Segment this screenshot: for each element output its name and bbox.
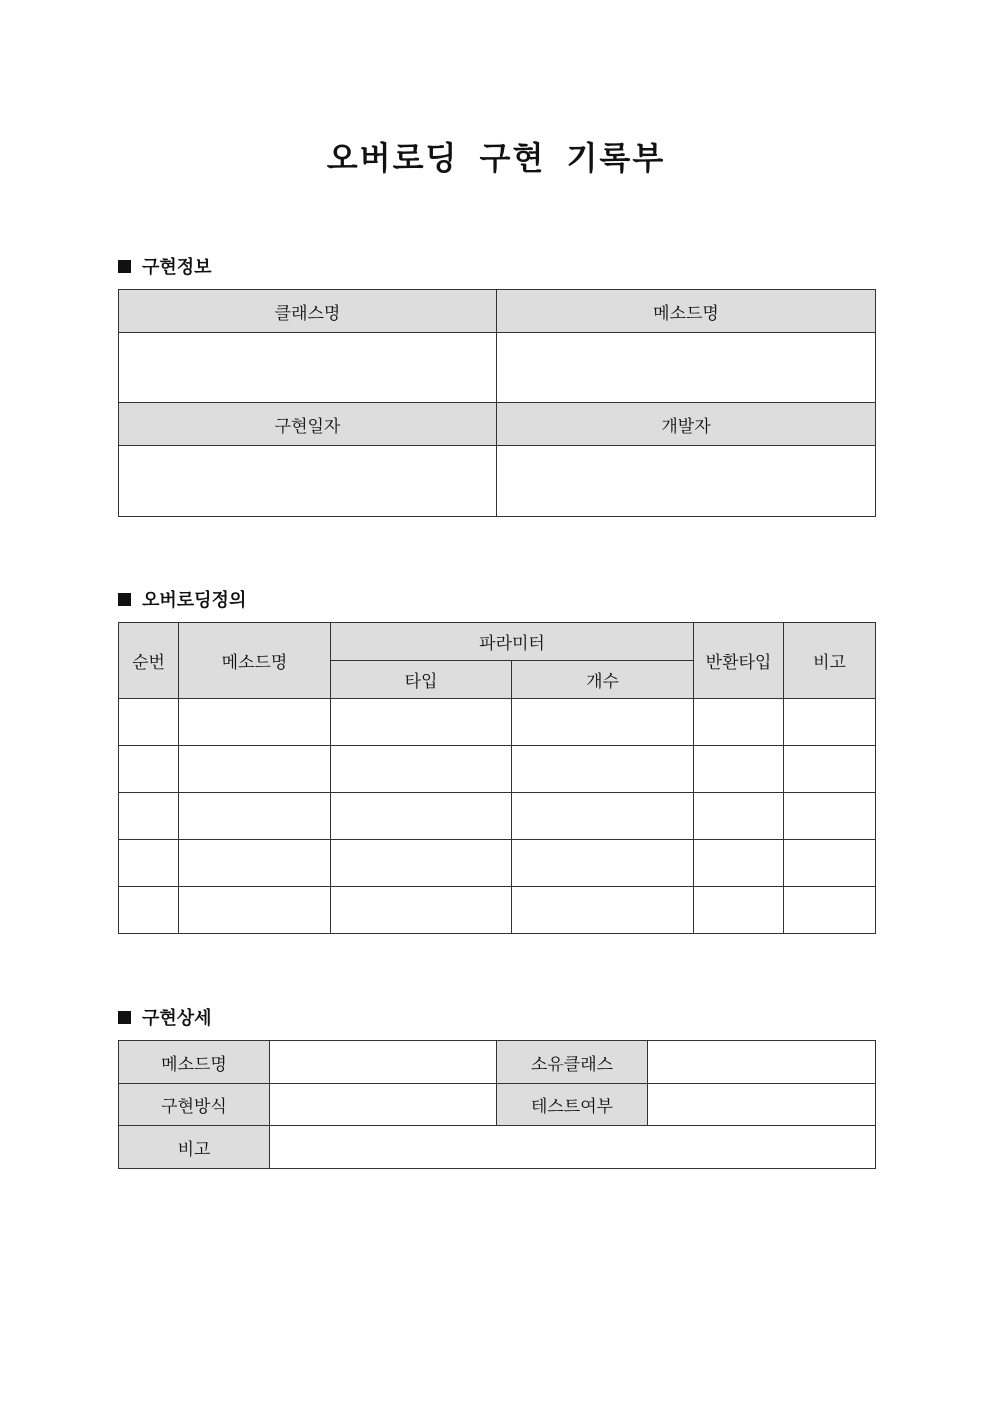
row-param-type-cell[interactable] bbox=[331, 699, 512, 746]
col-header-method-name: 메소드명 bbox=[179, 623, 331, 699]
info-section-heading bbox=[118, 253, 212, 279]
row-param-count-cell[interactable] bbox=[512, 840, 694, 887]
test-status-label: 테스트여부 bbox=[497, 1084, 648, 1126]
page-title: 오버로딩 구현 기록부 bbox=[326, 139, 666, 177]
detail-note-field[interactable] bbox=[270, 1126, 876, 1169]
owner-class-label: 소유클래스 bbox=[497, 1041, 648, 1084]
impl-method-field[interactable] bbox=[270, 1084, 497, 1126]
row-return-type-cell[interactable] bbox=[694, 793, 784, 840]
test-status-field[interactable] bbox=[648, 1084, 876, 1126]
row-method-name-cell[interactable] bbox=[179, 793, 331, 840]
class-name-label: 클래스명 bbox=[119, 290, 497, 333]
col-header-parameter: 파라미터 bbox=[331, 623, 694, 661]
owner-class-field[interactable] bbox=[648, 1041, 876, 1084]
row-method-name-cell[interactable] bbox=[179, 699, 331, 746]
row-param-count-cell[interactable] bbox=[512, 746, 694, 793]
table-row bbox=[119, 840, 876, 887]
col-header-return-type: 반환타입 bbox=[694, 623, 784, 699]
square-bullet-icon bbox=[118, 260, 131, 273]
row-no-cell[interactable] bbox=[119, 699, 179, 746]
class-name-field[interactable] bbox=[119, 333, 497, 403]
impl-date-field[interactable] bbox=[119, 446, 497, 517]
definition-section-title: 오버로딩정의 bbox=[142, 590, 247, 611]
row-note-cell[interactable] bbox=[784, 793, 876, 840]
row-param-type-cell[interactable] bbox=[331, 887, 512, 934]
detail-section-title: 구현상세 bbox=[142, 1008, 212, 1029]
row-return-type-cell[interactable] bbox=[694, 699, 784, 746]
detail-method-name-field[interactable] bbox=[270, 1041, 497, 1084]
table-row bbox=[119, 746, 876, 793]
row-return-type-cell[interactable] bbox=[694, 887, 784, 934]
detail-section-heading bbox=[118, 1004, 212, 1030]
info-table bbox=[118, 289, 876, 517]
impl-method-label: 구현방식 bbox=[119, 1084, 270, 1126]
row-method-name-cell[interactable] bbox=[179, 746, 331, 793]
row-no-cell[interactable] bbox=[119, 746, 179, 793]
detail-note-label: 비고 bbox=[119, 1126, 270, 1169]
row-method-name-cell[interactable] bbox=[179, 887, 331, 934]
row-return-type-cell[interactable] bbox=[694, 840, 784, 887]
row-note-cell[interactable] bbox=[784, 699, 876, 746]
row-return-type-cell[interactable] bbox=[694, 746, 784, 793]
row-param-count-cell[interactable] bbox=[512, 793, 694, 840]
col-header-note: 비고 bbox=[784, 623, 876, 699]
method-name-field[interactable] bbox=[497, 333, 876, 403]
square-bullet-icon bbox=[118, 1011, 131, 1024]
row-note-cell[interactable] bbox=[784, 746, 876, 793]
developer-field[interactable] bbox=[497, 446, 876, 517]
square-bullet-icon bbox=[118, 593, 131, 606]
row-param-type-cell[interactable] bbox=[331, 840, 512, 887]
col-header-param-type: 타입 bbox=[331, 661, 512, 699]
table-row bbox=[119, 793, 876, 840]
info-section-title: 구현정보 bbox=[142, 257, 212, 278]
row-no-cell[interactable] bbox=[119, 793, 179, 840]
row-param-type-cell[interactable] bbox=[331, 746, 512, 793]
row-note-cell[interactable] bbox=[784, 840, 876, 887]
row-param-count-cell[interactable] bbox=[512, 887, 694, 934]
definition-section-heading bbox=[118, 586, 246, 612]
row-method-name-cell[interactable] bbox=[179, 840, 331, 887]
row-note-cell[interactable] bbox=[784, 887, 876, 934]
table-row bbox=[119, 887, 876, 934]
table-row bbox=[119, 699, 876, 746]
impl-date-label: 구현일자 bbox=[119, 403, 497, 446]
row-param-type-cell[interactable] bbox=[331, 793, 512, 840]
method-name-label: 메소드명 bbox=[497, 290, 876, 333]
detail-method-name-label: 메소드명 bbox=[119, 1041, 270, 1084]
developer-label: 개발자 bbox=[497, 403, 876, 446]
detail-table bbox=[118, 1040, 876, 1169]
row-param-count-cell[interactable] bbox=[512, 699, 694, 746]
col-header-param-count: 개수 bbox=[512, 661, 694, 699]
definition-table bbox=[118, 622, 876, 934]
row-no-cell[interactable] bbox=[119, 840, 179, 887]
row-no-cell[interactable] bbox=[119, 887, 179, 934]
col-header-no: 순번 bbox=[119, 623, 179, 699]
